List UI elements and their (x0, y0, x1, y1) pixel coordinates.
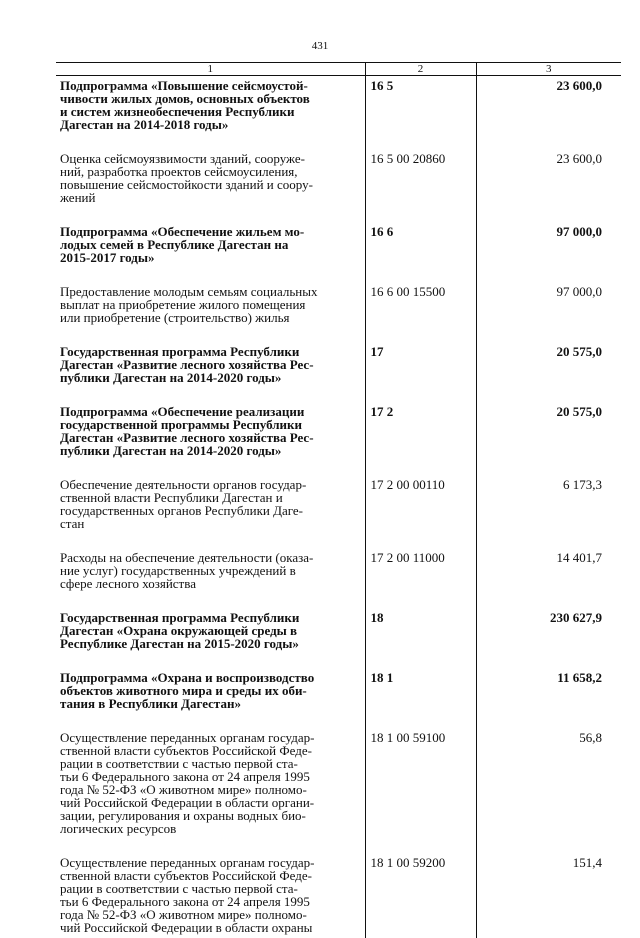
row-name-cell: Расходы на обеспечение деятельности (оказа- ние услуг) государственных учреждений в сфере лесного хозяйства (56, 548, 365, 608)
row-amount-cell: 56,8 (476, 728, 621, 853)
row-code-cell: 18 (365, 608, 476, 668)
row-code-cell: 18 1 00 59200 (365, 853, 476, 938)
row-name-cell: Оценка сейсмоуязвимости зданий, сооруже- ний, разработка проектов сейсмоусиления, повышение сейсмостойкости зданий и соору- жений (56, 149, 365, 222)
table-body (56, 76, 621, 938)
row-name-cell: Осуществление переданных органам государ- ственной власти субъектов Российской Феде- рации в соответствии с частью первой ста- тьи 6 Федерального закона от 24 апреля 1995 года № 52-ФЗ «О животном мире» полномо- чий Российской Федерации в области органи- зации, регулирования и охраны водных био- логических ресурсов (56, 728, 365, 853)
row-name-cell: Подпрограмма «Обеспечение реализации государственной программы Республики Дагестан «Развитие лесного хозяйства Рес- публики Дагестан на 2014-2020 годы» (56, 402, 365, 475)
row-amount-cell: 14 401,7 (476, 548, 621, 608)
table-row (56, 548, 621, 608)
row-name-cell: Подпрограмма «Обеспечение жильем мо- лодых семей в Республике Дагестан на 2015-2017 годы» (56, 222, 365, 282)
header-column-2: 2 (365, 63, 476, 76)
row-code-cell: 18 1 00 59100 (365, 728, 476, 853)
table-row (56, 475, 621, 548)
row-amount-cell: 97 000,0 (476, 222, 621, 282)
row-code-cell: 17 (365, 342, 476, 402)
row-amount-cell: 23 600,0 (476, 76, 621, 150)
row-name-cell: Подпрограмма «Повышение сейсмоустой- чивости жилых домов, основных объектов и систем жизнеобеспечения Республики Дагестан на 2014-2018 годы» (56, 76, 365, 150)
row-amount-cell: 151,4 (476, 853, 621, 938)
table-row (56, 282, 621, 342)
row-amount-cell: 11 658,2 (476, 668, 621, 728)
row-name-cell: Подпрограмма «Охрана и воспроизводство объектов животного мира и среды их оби- тания в Республики Дагестан» (56, 668, 365, 728)
row-code-cell: 16 5 (365, 76, 476, 150)
row-amount-cell: 6 173,3 (476, 475, 621, 548)
table-row (56, 149, 621, 222)
row-name-cell: Обеспечение деятельности органов государ- ственной власти Республики Дагестан и государственных органов Республики Даге- стан (56, 475, 365, 548)
row-amount-cell: 23 600,0 (476, 149, 621, 222)
page-number: 431 (0, 40, 640, 52)
table-row (56, 853, 621, 938)
row-code-cell: 17 2 00 00110 (365, 475, 476, 548)
table-row (56, 76, 621, 150)
header-column-1: 1 (56, 63, 365, 76)
row-amount-cell: 20 575,0 (476, 342, 621, 402)
row-code-cell: 16 6 00 15500 (365, 282, 476, 342)
header-column-3: 3 (476, 63, 621, 76)
table-row (56, 668, 621, 728)
row-code-cell: 16 5 00 20860 (365, 149, 476, 222)
table-row (56, 402, 621, 475)
row-name-cell: Предоставление молодым семьям социальных выплат на приобретение жилого помещения или приобретение (строительство) жилья (56, 282, 365, 342)
budget-table (56, 62, 621, 938)
table-header-row (56, 63, 621, 76)
row-amount-cell: 230 627,9 (476, 608, 621, 668)
table-row (56, 342, 621, 402)
row-name-cell: Государственная программа Республики Дагестан «Развитие лесного хозяйства Рес- публики Дагестан на 2014-2020 годы» (56, 342, 365, 402)
row-name-cell: Осуществление переданных органам государ- ственной власти субъектов Российской Феде- рации в соответствии с частью первой ста- тьи 6 Федерального закона от 24 апреля 1995 года № 52-ФЗ «О животном мире» полномо- чий Российской Федерации в области охраны (56, 853, 365, 938)
row-name-cell: Государственная программа Республики Дагестан «Охрана окружающей среды в Республике Дагестан на 2015-2020 годы» (56, 608, 365, 668)
row-amount-cell: 97 000,0 (476, 282, 621, 342)
row-code-cell: 16 6 (365, 222, 476, 282)
table-row (56, 728, 621, 853)
table-row (56, 222, 621, 282)
row-code-cell: 17 2 00 11000 (365, 548, 476, 608)
table-row (56, 608, 621, 668)
row-code-cell: 17 2 (365, 402, 476, 475)
row-amount-cell: 20 575,0 (476, 402, 621, 475)
row-code-cell: 18 1 (365, 668, 476, 728)
